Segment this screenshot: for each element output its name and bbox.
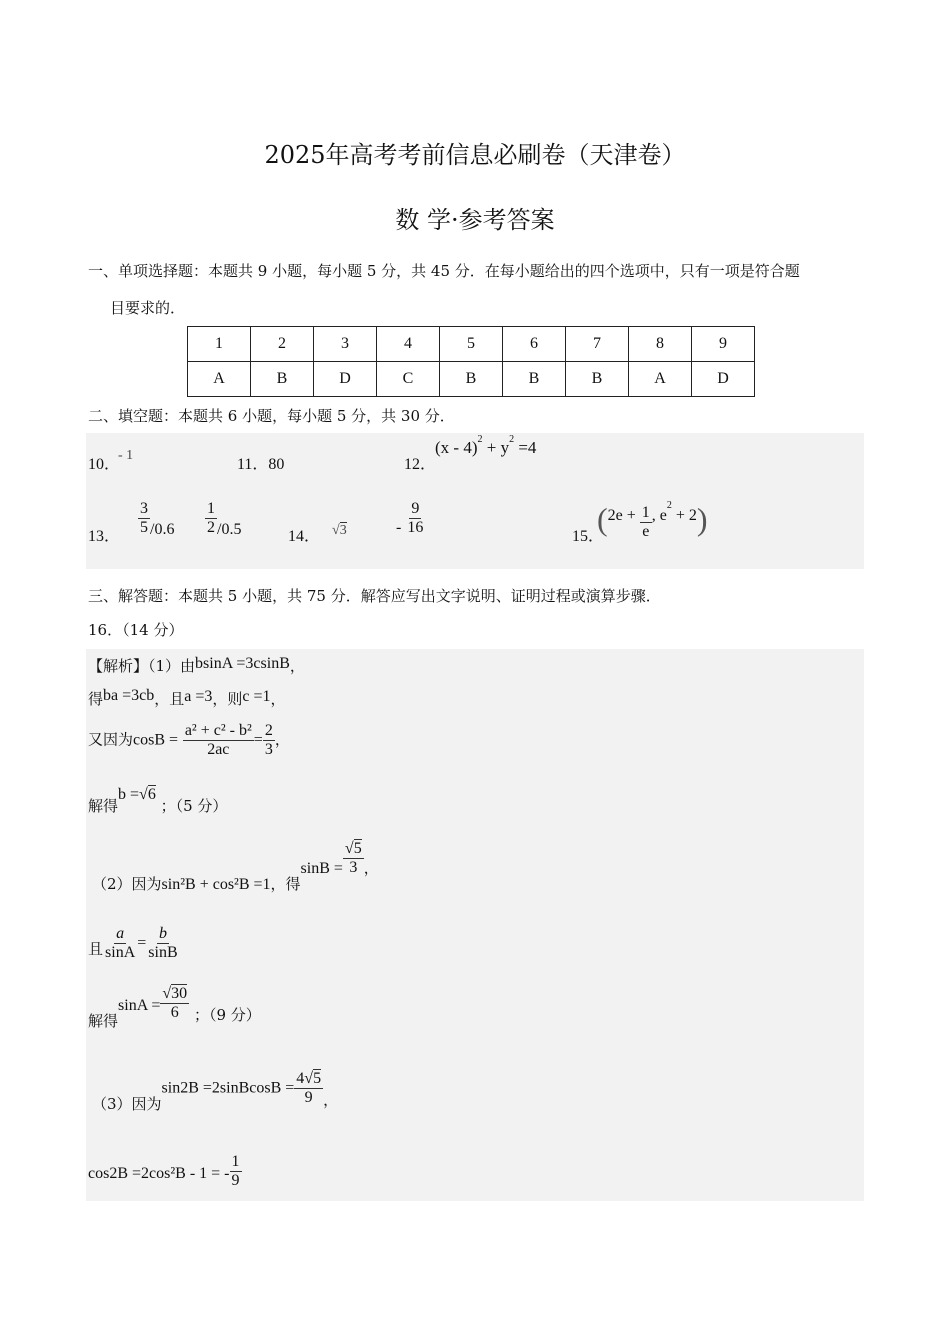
solution-line-5: （2）因为sin²B + cos²B =1，得sinB = $\frac{√5}{3}$ ， bbox=[92, 840, 379, 893]
q10-answer: - 1 bbox=[118, 448, 134, 463]
document-subtitle: 数 学·参考答案 bbox=[395, 206, 555, 234]
q14-label: 14． bbox=[288, 528, 321, 545]
table-cell: 3 bbox=[314, 327, 377, 362]
line5-lhs: sinB = bbox=[300, 859, 343, 877]
line9-lhs: cos2B =2cos²B - 1 = - bbox=[88, 1164, 230, 1182]
q12-label: 12． bbox=[404, 456, 437, 473]
line7-lhs: sinA = bbox=[118, 996, 161, 1014]
q14-sqrt: 3 bbox=[339, 523, 347, 538]
line6-eq: = bbox=[137, 934, 147, 952]
table-cell: D bbox=[692, 362, 755, 397]
answer-table-row-numbers bbox=[188, 327, 755, 362]
line3-rnum: 2 bbox=[264, 722, 273, 739]
q12-base: (x - 4) bbox=[435, 438, 478, 457]
line2-c: ，则 bbox=[212, 690, 243, 708]
q13-label: 13． bbox=[88, 528, 121, 545]
table-cell: 9 bbox=[692, 327, 755, 362]
table-cell: D bbox=[314, 362, 377, 397]
answer-table bbox=[187, 326, 755, 397]
q11-answer: 11．80 bbox=[237, 456, 285, 473]
section1-heading: 一、单项选择题：本题共 9 小题，每小题 5 分，共 45 分．在每小题给出的四个选项中，只有一项是符合题 bbox=[88, 262, 800, 280]
line1-end: ， bbox=[289, 657, 305, 675]
section2-heading: 二、填空题：本题共 6 小题，每小题 5 分，共 30 分． bbox=[88, 407, 455, 425]
table-cell: A bbox=[629, 362, 692, 397]
q13-den1: 5 bbox=[140, 519, 148, 536]
line3-eq: = bbox=[253, 731, 263, 749]
solution-line-8: （3）因为sin2B =2sinBcosB = $\frac{4√5}{9}$ ， bbox=[92, 1070, 339, 1113]
line3-den: 2ac bbox=[207, 741, 230, 758]
document-title: 2025年高考考前信息必刷卷（天津卷） bbox=[264, 141, 686, 169]
solution-line-9 bbox=[88, 1153, 242, 1190]
line7-b: ；（9 分） bbox=[193, 1005, 261, 1024]
q14-answer-2 bbox=[396, 500, 425, 537]
q13-num1: 3 bbox=[140, 500, 148, 517]
q15-pre: 2e + bbox=[607, 507, 636, 524]
line5-b: ，得 bbox=[270, 874, 301, 893]
line5-end: ， bbox=[363, 858, 379, 877]
q13-tail1: /0.6 bbox=[150, 521, 175, 539]
line3-lhs: cosB = bbox=[133, 731, 179, 749]
table-cell: 8 bbox=[629, 327, 692, 362]
line4-b: ；（5 分） bbox=[160, 797, 228, 815]
line7-a: 解得 bbox=[88, 1011, 119, 1030]
line9-den: 9 bbox=[231, 1172, 240, 1189]
table-cell: C bbox=[377, 362, 440, 397]
q10-label: 10． bbox=[88, 456, 121, 473]
solution-line-3 bbox=[88, 722, 290, 759]
table-cell: B bbox=[251, 362, 314, 397]
solution-line-6 bbox=[88, 925, 180, 962]
answer-table-row-answers bbox=[188, 362, 755, 397]
q14-den: 16 bbox=[407, 519, 424, 536]
q13-tail2: /0.5 bbox=[217, 521, 242, 539]
table-cell: 2 bbox=[251, 327, 314, 362]
line8-end: ， bbox=[323, 1090, 339, 1109]
line7-num: 30 bbox=[171, 985, 188, 1002]
line8-num-sqrt: 5 bbox=[313, 1070, 322, 1087]
q14-sign: - bbox=[396, 519, 402, 537]
line2-d: ， bbox=[270, 690, 286, 708]
line8-den: 9 bbox=[304, 1089, 313, 1106]
line6-n1: a bbox=[116, 925, 125, 942]
line5-m: sin²B + cos²B =1 bbox=[161, 875, 271, 893]
q14-answer-1: √3 bbox=[332, 523, 347, 538]
q13-answer-2 bbox=[205, 500, 241, 537]
line2-a: 得 bbox=[88, 690, 104, 708]
line4-sqrt: 6 bbox=[147, 786, 156, 803]
table-cell: 5 bbox=[440, 327, 503, 362]
line6-a: 且 bbox=[88, 939, 104, 958]
line6-d1: sinA bbox=[105, 944, 136, 961]
line3-end: ， bbox=[274, 730, 290, 749]
line2-b: ，且 bbox=[154, 690, 185, 708]
line4-a: 解得 bbox=[88, 797, 119, 815]
line1-math: bsinA =3csinB bbox=[195, 655, 290, 672]
line2-m1: ba =3cb bbox=[103, 687, 155, 704]
line4-m: b = bbox=[118, 786, 140, 803]
table-cell: B bbox=[566, 362, 629, 397]
line2-m2: a =3 bbox=[184, 688, 213, 705]
solution-line-7: 解得sinA = $\frac{√30}{6}$ ；（9 分） bbox=[88, 985, 261, 1030]
line8-num-pre: 4 bbox=[296, 1070, 305, 1087]
q15-post: , e bbox=[651, 507, 667, 524]
q13-num2: 1 bbox=[207, 500, 215, 517]
solution-line-4: 解得b =√6 ；（5 分） bbox=[88, 786, 228, 815]
q12-answer: $(x - 4)^2 + y^2 =4$ bbox=[435, 434, 537, 457]
line3-rden: 3 bbox=[264, 741, 273, 758]
line8-lhs: sin2B =2sinBcosB = bbox=[161, 1079, 295, 1097]
table-cell: A bbox=[188, 362, 251, 397]
line5-den: 3 bbox=[349, 859, 358, 876]
q13-den2: 2 bbox=[207, 519, 215, 536]
table-cell: B bbox=[503, 362, 566, 397]
q13-answer-1 bbox=[138, 500, 174, 537]
line5-num: 5 bbox=[353, 840, 362, 857]
solution-line-2 bbox=[88, 688, 286, 709]
line8-a: （3）因为 bbox=[92, 1094, 162, 1113]
table-cell: 7 bbox=[566, 327, 629, 362]
line7-den: 6 bbox=[170, 1004, 179, 1021]
table-cell: 4 bbox=[377, 327, 440, 362]
line1-label: 【解析】（1）由 bbox=[88, 657, 196, 675]
table-cell: 6 bbox=[503, 327, 566, 362]
q15-den: e bbox=[642, 522, 650, 540]
q14-num: 9 bbox=[411, 500, 420, 517]
q15-answer: (2e + $\frac{1}{e}$ , $e^2 + 2$) bbox=[597, 499, 708, 540]
table-cell: B bbox=[440, 362, 503, 397]
section1-heading-cont: 目要求的． bbox=[110, 299, 186, 317]
q16-heading: 16．（14 分） bbox=[88, 621, 184, 639]
q15-label: 15． bbox=[572, 528, 605, 545]
q15-end: + 2 bbox=[675, 507, 697, 524]
q12-end: =4 bbox=[518, 438, 537, 457]
line3-a: 又因为 bbox=[88, 730, 134, 749]
table-cell: 1 bbox=[188, 327, 251, 362]
solution-line-1 bbox=[88, 655, 305, 676]
line3-num: a² + c² - b² bbox=[184, 722, 252, 739]
line6-d2: sinB bbox=[148, 944, 178, 961]
q12-mid: + y bbox=[486, 438, 510, 457]
line9-num: 1 bbox=[231, 1153, 240, 1170]
q15-num: 1 bbox=[641, 503, 650, 521]
line2-m3: c =1 bbox=[242, 688, 271, 705]
section3-heading: 三、解答题：本题共 5 小题，共 75 分．解答应写出文字说明、证明过程或演算步骤． bbox=[88, 587, 661, 605]
line6-n2: b bbox=[158, 925, 167, 942]
line5-a: （2）因为 bbox=[92, 874, 162, 893]
